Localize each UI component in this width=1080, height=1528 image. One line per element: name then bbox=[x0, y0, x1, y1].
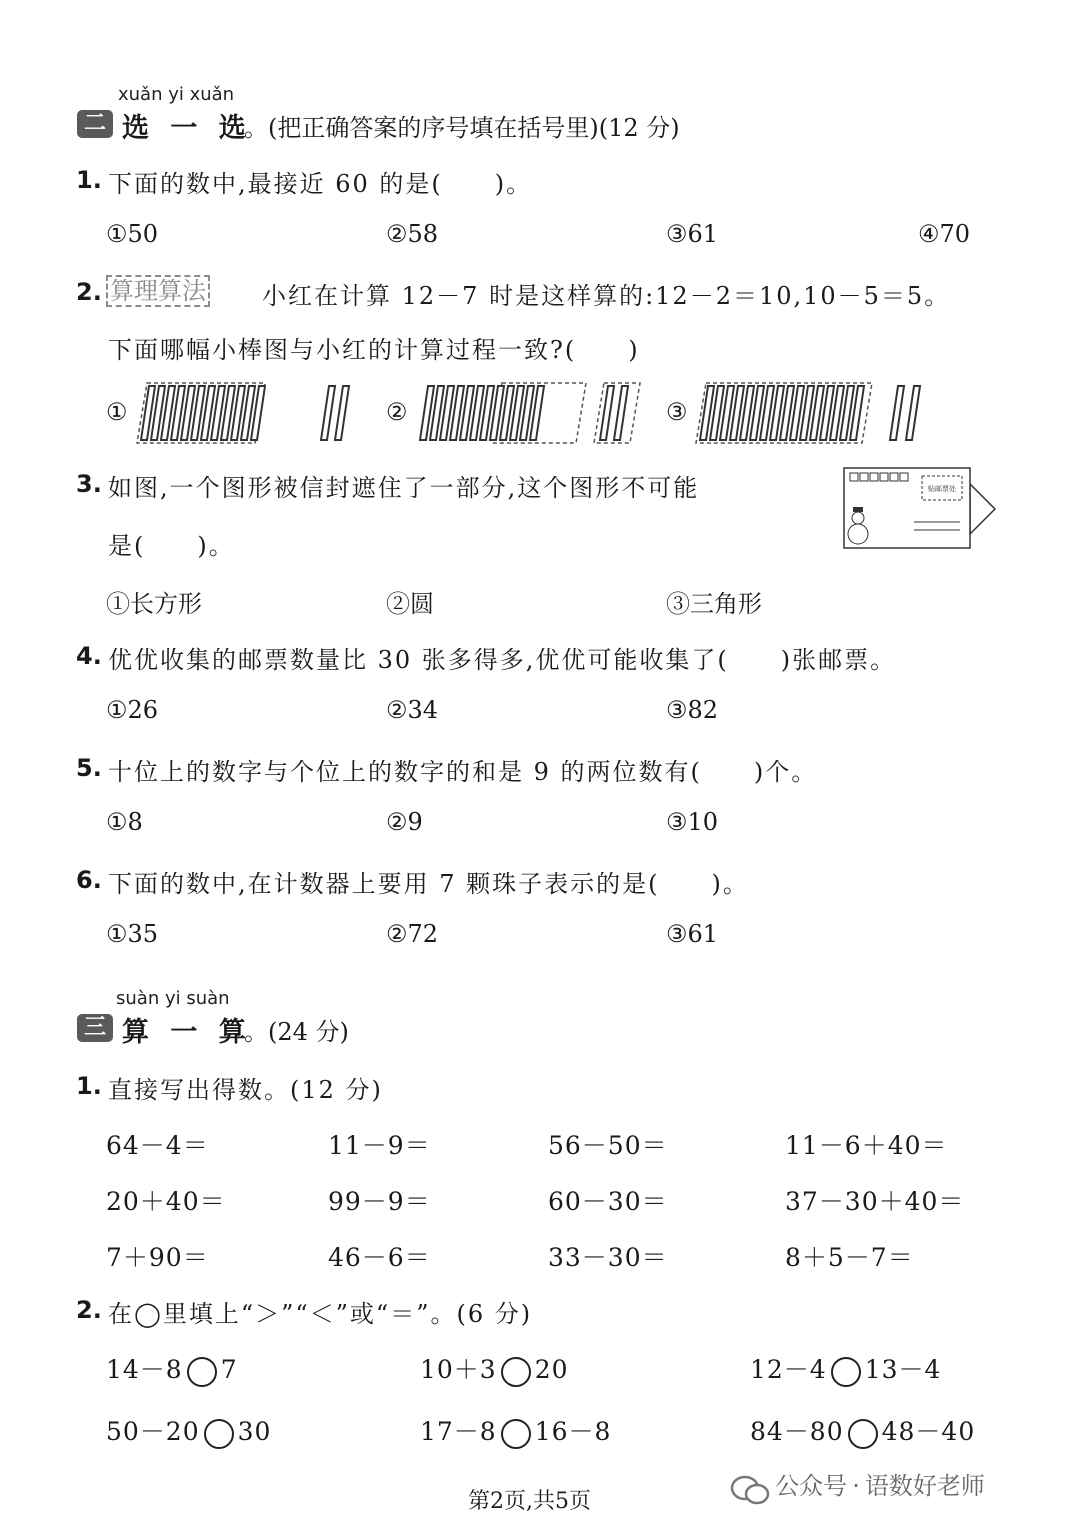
section2-title: 选 一 选 bbox=[122, 113, 252, 144]
question-text: 小红在计算 12－7 时是这样算的:12－2＝10,10－5＝5。 bbox=[262, 282, 951, 310]
question-text-line2: 是( )。 bbox=[108, 532, 235, 560]
stamp-label: 贴邮票处 bbox=[928, 485, 956, 493]
compare-left: 17－8 bbox=[420, 1417, 497, 1446]
option[interactable]: ②圆 bbox=[386, 590, 434, 618]
question-number: 2. bbox=[76, 1296, 102, 1324]
question-number: 3. bbox=[76, 470, 102, 498]
compare-left: 84－80 bbox=[750, 1417, 844, 1446]
calc-item: 33－30＝ bbox=[548, 1243, 668, 1272]
stick bbox=[335, 386, 349, 440]
option[interactable]: ①8 bbox=[106, 808, 143, 836]
option[interactable]: ②72 bbox=[386, 920, 439, 948]
section3-note: 。(24 分) bbox=[244, 1018, 349, 1046]
sticks-figure-1 bbox=[135, 380, 365, 446]
compare-right: 20 bbox=[534, 1355, 569, 1384]
calc-item: 7＋90＝ bbox=[106, 1243, 209, 1272]
question-tag bbox=[106, 275, 210, 307]
compare-left: 12－4 bbox=[750, 1355, 827, 1384]
compare-item bbox=[106, 1350, 238, 1387]
question-number: 5. bbox=[76, 754, 102, 782]
tag-label: 算理算法 bbox=[106, 275, 210, 307]
compare-item bbox=[420, 1350, 569, 1387]
compare-circle[interactable] bbox=[187, 1357, 217, 1387]
option[interactable]: ①50 bbox=[106, 220, 159, 248]
section3-pinyin: suàn yi suàn bbox=[116, 988, 230, 1009]
question-text: 优优收集的邮票数量比 30 张多得多,优优可能收集了( )张邮票。 bbox=[108, 646, 897, 674]
stick bbox=[321, 386, 335, 440]
compare-circle[interactable] bbox=[501, 1419, 531, 1449]
compare-right: 16－8 bbox=[534, 1417, 612, 1446]
sticks-figure-3 bbox=[694, 380, 929, 446]
envelope-illustration bbox=[840, 464, 1000, 554]
stick bbox=[890, 386, 904, 440]
wechat-icon bbox=[730, 1475, 770, 1505]
option[interactable]: ①26 bbox=[106, 696, 159, 724]
compare-circle[interactable] bbox=[831, 1357, 861, 1387]
watermark bbox=[730, 1466, 985, 1506]
option[interactable]: ③10 bbox=[666, 808, 719, 836]
calc-item: 46－6＝ bbox=[328, 1243, 431, 1272]
compare-circle[interactable] bbox=[501, 1357, 531, 1387]
compare-item bbox=[750, 1412, 975, 1449]
calc-item: 56－50＝ bbox=[548, 1131, 668, 1160]
calc-item: 64－4＝ bbox=[106, 1131, 209, 1160]
calc-item: 99－9＝ bbox=[328, 1187, 431, 1216]
question-number: 6. bbox=[76, 866, 102, 894]
option[interactable]: ③82 bbox=[666, 696, 719, 724]
compare-right: 7 bbox=[220, 1355, 238, 1384]
compare-right: 30 bbox=[237, 1417, 272, 1446]
hidden-shape-tip bbox=[970, 484, 995, 534]
question-text: 在◯里填上“＞”“＜”或“＝”。(6 分) bbox=[108, 1300, 533, 1328]
section3-badge: 三 bbox=[77, 1014, 113, 1042]
question-text-line2: 下面哪幅小棒图与小红的计算过程一致?( ) bbox=[108, 336, 640, 364]
option[interactable]: ②34 bbox=[386, 696, 439, 724]
option[interactable]: ③三角形 bbox=[666, 590, 762, 618]
option[interactable]: ③61 bbox=[666, 920, 719, 948]
sticks-figure-2 bbox=[414, 380, 644, 446]
option[interactable]: ① bbox=[106, 398, 128, 426]
question-number: 1. bbox=[76, 166, 102, 194]
option[interactable]: ②58 bbox=[386, 220, 439, 248]
section2-badge: 二 bbox=[77, 110, 113, 138]
question-text: 下面的数中,在计数器上要用 7 颗珠子表示的是( )。 bbox=[108, 870, 749, 898]
compare-right: 13－4 bbox=[864, 1355, 942, 1384]
option[interactable]: ② bbox=[386, 398, 408, 426]
question-number: 1. bbox=[76, 1072, 102, 1100]
watermark-left: 公众号 bbox=[775, 1472, 848, 1500]
option[interactable]: ①35 bbox=[106, 920, 159, 948]
question-text: 下面的数中,最接近 60 的是( )。 bbox=[108, 170, 533, 198]
watermark-dot: · bbox=[852, 1472, 860, 1500]
compare-circle[interactable] bbox=[848, 1419, 878, 1449]
stick bbox=[614, 386, 628, 440]
question-text: 十位上的数字与个位上的数字的和是 9 的两位数有( )个。 bbox=[108, 758, 818, 786]
calc-item: 11－9＝ bbox=[328, 1131, 431, 1160]
compare-item bbox=[420, 1412, 611, 1449]
option[interactable]: ③61 bbox=[666, 220, 719, 248]
compare-item bbox=[106, 1412, 271, 1449]
section2-note: 。(把正确答案的序号填在括号里)(12 分) bbox=[244, 114, 680, 142]
option[interactable]: ①长方形 bbox=[106, 590, 202, 618]
page-footer: 第2页,共5页 bbox=[468, 1489, 591, 1514]
option[interactable]: ④70 bbox=[918, 220, 971, 248]
calc-item: 37－30＋40＝ bbox=[785, 1187, 965, 1216]
calc-item: 11－6＋40＝ bbox=[785, 1131, 948, 1160]
watermark-right: 语数好老师 bbox=[864, 1472, 985, 1500]
stick bbox=[906, 386, 920, 440]
calc-item: 60－30＝ bbox=[548, 1187, 668, 1216]
compare-left: 50－20 bbox=[106, 1417, 200, 1446]
compare-left: 10＋3 bbox=[420, 1355, 497, 1384]
question-text: 如图,一个图形被信封遮住了一部分,这个图形不可能 bbox=[108, 474, 700, 502]
option[interactable]: ③ bbox=[666, 398, 688, 426]
compare-left: 14－8 bbox=[106, 1355, 183, 1384]
section2-pinyin: xuǎn yi xuǎn bbox=[118, 84, 235, 105]
compare-right: 48－40 bbox=[881, 1417, 976, 1446]
compare-item bbox=[750, 1350, 941, 1387]
calc-item: 20＋40＝ bbox=[106, 1187, 226, 1216]
option[interactable]: ②9 bbox=[386, 808, 423, 836]
calc-item: 8＋5－7＝ bbox=[785, 1243, 914, 1272]
question-number: 2. bbox=[76, 278, 102, 306]
question-text: 直接写出得数。(12 分) bbox=[108, 1076, 383, 1104]
compare-circle[interactable] bbox=[204, 1419, 234, 1449]
section3-title: 算 一 算 bbox=[122, 1017, 252, 1048]
question-number: 4. bbox=[76, 642, 102, 670]
